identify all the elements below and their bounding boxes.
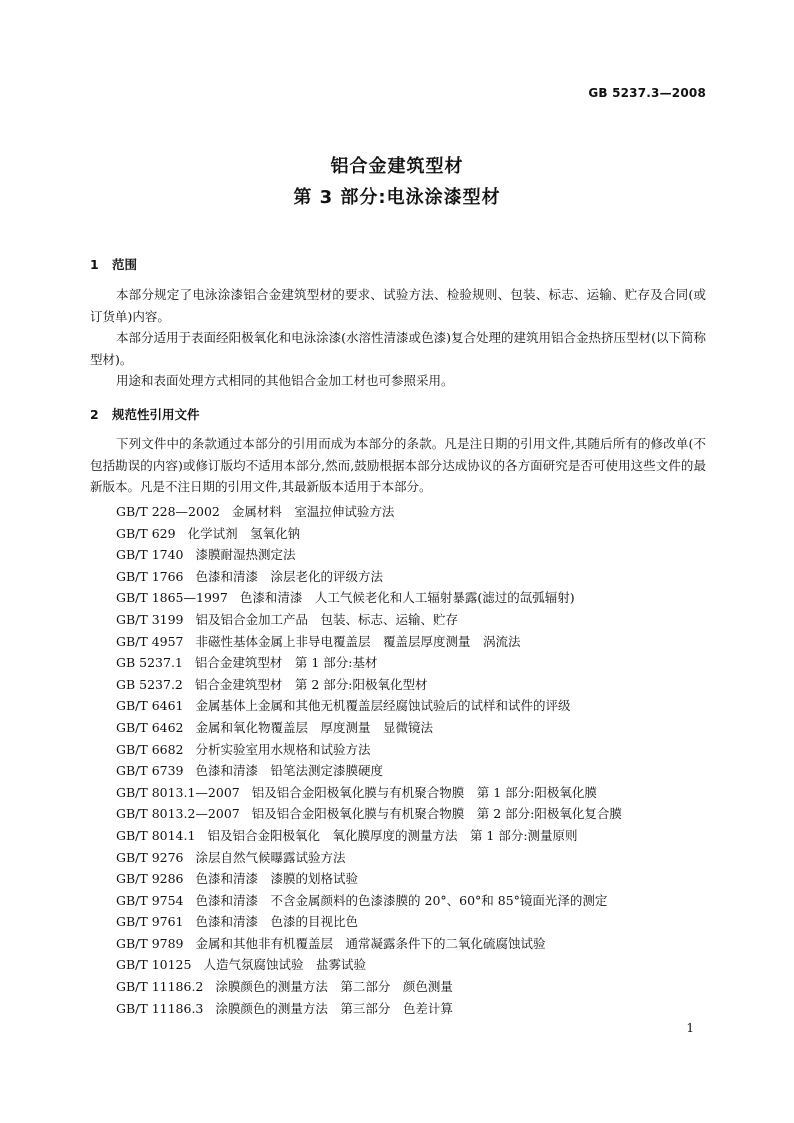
reference-title: 人造气氛腐蚀试验 盐雾试验	[203, 957, 366, 973]
standard-code: GB 5237.3—2008	[588, 86, 706, 100]
reference-title: 铝及铝合金阳极氧化膜与有机聚合物膜 第 1 部分:阳极氧化膜	[251, 784, 597, 800]
section-title: 范围	[112, 257, 138, 272]
reference-list	[116, 501, 622, 1019]
reference-item	[116, 825, 622, 847]
paragraph: 本部分适用于表面经阳极氧化和电泳涂漆(水溶性清漆或色漆)复合处理的建筑用铝合金热挤压型材(以下简称型材)。	[90, 330, 706, 367]
reference-title: 色漆和清漆 涂层老化的评级方法	[195, 568, 384, 584]
reference-item	[116, 717, 622, 739]
reference-code: GB/T 11186.3	[116, 1000, 204, 1016]
reference-title: 分析实验室用水规格和试验方法	[195, 741, 371, 757]
reference-item	[116, 954, 622, 976]
reference-title: 涂膜颜色的测量方法 第二部分 颜色测量	[215, 979, 453, 995]
reference-code: GB/T 8014.1	[116, 827, 196, 843]
reference-item	[116, 674, 622, 696]
reference-title: 非磁性基体金属上非导电覆盖层 覆盖层厚度测量 涡流法	[195, 633, 521, 649]
reference-code: GB/T 6462	[116, 719, 184, 735]
reference-item	[116, 890, 622, 912]
section-number: 2	[90, 407, 99, 422]
reference-item	[116, 523, 622, 545]
reference-code: GB/T 8013.2—2007	[116, 806, 240, 822]
reference-item	[116, 803, 622, 825]
reference-title: 金属基体上金属和其他无机覆盖层经腐蚀试验后的试样和试件的评级	[195, 698, 571, 714]
reference-title: 铝合金建筑型材 第 1 部分:基材	[194, 655, 378, 671]
reference-code: GB/T 6739	[116, 763, 184, 779]
reference-title: 漆膜耐湿热测定法	[195, 547, 296, 563]
reference-item	[116, 847, 622, 869]
document-subtitle: 第 3 部分:电泳涂漆型材	[293, 187, 501, 208]
reference-item	[116, 911, 622, 933]
reference-title: 铝及铝合金阳极氧化 氧化膜厚度的测量方法 第 1 部分:测量原则	[207, 827, 578, 843]
reference-title: 色漆和清漆 铅笔法测定漆膜硬度	[195, 763, 384, 779]
reference-item	[116, 739, 622, 761]
reference-code: GB/T 9276	[116, 849, 184, 865]
reference-code: GB/T 3199	[116, 611, 184, 627]
reference-item	[116, 760, 622, 782]
reference-item	[116, 695, 622, 717]
paragraph: 下列文件中的条款通过本部分的引用而成为本部分的条款。凡是注日期的引用文件,其随后所有的修改单(不包括勘误的内容)或修订版均不适用本部分,然而,鼓励根据本部分达成协议的各方面研究是否可使用这些文件的最新版本。凡是不注日期的引用文件,其最新版本适用于本部分。	[90, 436, 706, 494]
reference-code: GB/T 1865—1997	[116, 590, 228, 606]
reference-title: 金属和其他非有机覆盖层 通常凝露条件下的二氧化硫腐蚀试验	[195, 935, 546, 951]
reference-code: GB/T 4957	[116, 633, 184, 649]
section-number: 1	[90, 257, 99, 272]
reference-code: GB/T 1740	[116, 547, 184, 563]
reference-code: GB/T 6682	[116, 741, 184, 757]
paragraph: 本部分规定了电泳涂漆铝合金建筑型材的要求、试验方法、检验规则、包装、标志、运输、贮存及合同(或订货单)内容。	[90, 287, 706, 324]
reference-title: 涂膜颜色的测量方法 第三部分 色差计算	[215, 1000, 453, 1016]
section-heading-normative-references	[90, 405, 200, 423]
reference-item	[116, 933, 622, 955]
reference-title: 色漆和清漆 漆膜的划格试验	[195, 871, 359, 887]
reference-title: 色漆和清漆 色漆的目视比色	[195, 914, 359, 930]
reference-title: 铝合金建筑型材 第 2 部分:阳极氧化型材	[194, 676, 428, 692]
section-heading-scope	[90, 255, 137, 273]
reference-code: GB/T 629	[116, 525, 176, 541]
reference-item	[116, 587, 622, 609]
reference-title: 金属材料 室温拉伸试验方法	[231, 504, 395, 519]
page-number: 1	[686, 1021, 694, 1035]
reference-code: GB/T 9761	[116, 914, 184, 930]
paragraph: 用途和表面处理方式相同的其他铝合金加工材也可参照采用。	[116, 373, 454, 388]
reference-title: 铝及铝合金加工产品 包装、标志、运输、贮存	[195, 611, 459, 627]
reference-code: GB/T 1766	[116, 568, 184, 584]
reference-item	[116, 501, 622, 523]
reference-code: GB 5237.1	[116, 655, 183, 671]
reference-item	[116, 566, 622, 588]
reference-item	[116, 544, 622, 566]
reference-code: GB/T 228—2002	[116, 504, 220, 519]
section-title: 规范性引用文件	[112, 407, 200, 422]
reference-code: GB/T 9286	[116, 871, 184, 887]
reference-code: GB 5237.2	[116, 676, 183, 692]
reference-item	[116, 998, 622, 1020]
reference-code: GB/T 6461	[116, 698, 184, 714]
reference-title: 金属和氧化物覆盖层 厚度测量 显微镜法	[195, 719, 434, 735]
reference-item	[116, 868, 622, 890]
reference-code: GB/T 11186.2	[116, 979, 204, 995]
reference-code: GB/T 9754	[116, 892, 184, 908]
reference-code: GB/T 10125	[116, 957, 192, 973]
reference-item	[116, 976, 622, 998]
reference-title: 化学试剂 氢氧化钠	[187, 525, 301, 541]
reference-code: GB/T 8013.1—2007	[116, 784, 240, 800]
reference-code: GB/T 9789	[116, 935, 184, 951]
reference-item	[116, 652, 622, 674]
reference-title: 色漆和清漆 不含金属颜料的色漆漆膜的 20°、60°和 85°镜面光泽的测定	[195, 892, 608, 908]
reference-item	[116, 609, 622, 631]
reference-title: 色漆和清漆 人工气候老化和人工辐射暴露(滤过的氙弧辐射)	[239, 590, 575, 606]
reference-title: 涂层自然气候曝露试验方法	[195, 849, 346, 865]
reference-item	[116, 782, 622, 804]
document-title: 铝合金建筑型材	[330, 156, 464, 177]
reference-item	[116, 631, 622, 653]
reference-title: 铝及铝合金阳极氧化膜与有机聚合物膜 第 2 部分:阳极氧化复合膜	[251, 806, 622, 822]
